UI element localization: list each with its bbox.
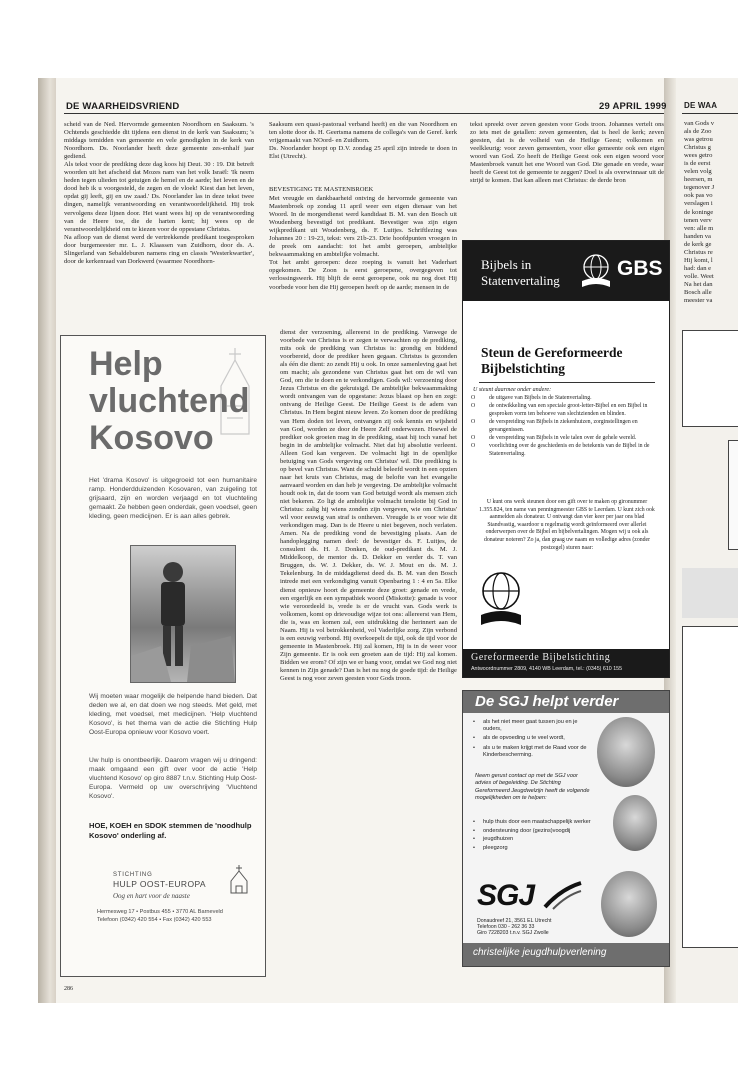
org-name: HULP OOST-EUROPA: [113, 879, 206, 889]
text-line: handen va: [684, 232, 711, 240]
text-line: verslagen i: [684, 200, 713, 208]
article-mastenbroek-intro: [269, 195, 457, 330]
gbs-banner-line: Statenvertaling: [481, 273, 560, 288]
header-rule: [64, 113, 664, 114]
bullet-icon: •: [473, 845, 475, 852]
org-label: STICHTING: [113, 872, 153, 878]
globe-bible-large-icon: [477, 569, 525, 631]
bullet-icon: •: [473, 819, 475, 825]
text-line: is de eerst: [684, 160, 711, 168]
bullet-icon: O: [471, 443, 476, 450]
text-line: wees getro: [684, 152, 713, 160]
kosovo-body-2: Uw hulp is onontbeerlijk. Daarom vragen wij u dringend: maak omgaand een gift over voor de actie 'Help vluchtend Kosovo' op giro 8887 t.n.v. Stichting Hulp Oost-Europa. Vermeld op uw overschrijving 'Vluchtend Kosovo'.: [89, 757, 257, 800]
list-item-text: de verspreiding van Bijbels in ziekenhuizen, zorginstellingen en gevangenissen.: [489, 419, 638, 433]
refugee-boy-photo: [130, 545, 236, 683]
kosovo-intro: Het 'drama Kosovo' is uitgegroeid tot een humanitaire ramp. Honderdduizenden Kosovaren, van zuigeling tot grijsaard, zijn en worden verjaagd en tot vluchteling gemaakt. Ze hebben geen onderdak, geen voedsel, geen kleding, geen medicijnen. Er is aan alles gebrek.: [89, 477, 257, 520]
list-item-text: als het niet meer gaat tussen jou en je ouders,: [483, 719, 578, 733]
text-line: ook pas vo: [684, 192, 713, 200]
sgj-situation-list: [473, 719, 593, 761]
gbs-title: [481, 345, 622, 377]
facing-page-header: DE WAA: [684, 101, 718, 110]
paragraph: dienst der verzoening, allereerst in de prediking. Vanwege de voorbede van Christus is er zegen te verwachten op de prediking, mits ook de prediking van Christus is: grondig en biddend voorbereid, door de prediker heen gegaan. Christus is gezonden als één die dient: zo zendt Hij u ook. In onze samenleving gaat het om macht; als gezondene van Christus gaat het om de wil van God, om die te doen en te verkondigen. Gods wil: verzoening door Jezus Christus en die gekruisigd. De ambtelijke bekwaammaking wordt ontvangen van de opgestane: Jezus blaast op hen en zegt: ontvang de Heilige Geest. De Heilige Geest is de adem van Christus. In Hem begint nieuw leven. Zo komen door de prediking van Hem doden tot leven, ontvangen zij ook kennis en wijsheid van God, worden ze door de Heere Zelf onderwezen. Hoewel de prediker ook groeien mag in de prediking, staat hij toch vanaf het begin in de ambtelijke volmacht. Niet dat hij absolutie verleent. Alleen God kan vergeven. De volmacht ligt in de openlijke betuiging van Gods vergeving om Christus' wil. Die prediking is op bevel van Christus. Want de schuld beleefd wordt in een opzien naar het kruis van Christus, mag de belofte van het evangelie aanvaard worden en dan heb je vergeving. De ambtelijke volmacht houdt ook in, dat de toorn van God betuigd wordt als mensen zich niet bekeren. Zo ligt de ambtelijke volmacht tenslotte bij God in Christus: zalig hij wiens zonden zijn vergeven, wie om Christus' wil voor eeuwig van straf is ontheven. Vreugde is er voor wie dit verkondigen mag. Dan is de Heere u niet begeven, noch verlaten. Amen. Na de prediking vond de bevestiging plaats. Aan de handoplegging namen deel: de bevestiger ds. F. Luitjes, de consulent ds. H. J. Donken, de oud-predikant ds. M. J. Middelkoop, de mentor ds. D. Dekker en verder ds. T. van Bruggen, ds. W. J. Dekker, ds. W. J. Mout en ds. M. J. Tekelenburg. In de middagdienst deed ds. B. M. van den Bosch intrede met een verkondiging vanuit Openbaring 1 : 4 en 5a. Elke dienst opnieuw hoort de gemeente deze groet: genade en vrede, een ergerlijk en een sympathiek woord (Miskotte): genade is voor wie veroordeeld is, vrede is er de vrucht van. Gods werk is volkomen, komt op drievoudige wijze tot ons: allereerst van Hem, die is, was en komen zal, een uitdrukking die herinnert aan de Naam. Hij is vol betrokkenheid, vol Vaderlijke zorg. Zijn verbond is een eeuwig verbond. Hij overkoepelt de tijd, ook de tijd voor de gemeente in Mastenbroek. Hij zal komen, Hij is in de weer voor Zijn gemeente. Er is ook een groeten aan de tijd: Hij zal komen. Bidden we erom? Of zijn we er bang voor, omdat we God nog niet kennen in Zijn genade? Dan is het nu nog de goede tijd: de Heilige Geest is nog voor zeven geesten voor Gods troon.: [280, 329, 457, 683]
list-item: [473, 819, 591, 826]
facing-page: [676, 78, 738, 1003]
book-spine: [38, 78, 58, 1003]
list-item-text: als u te maken krijgt met de Raad voor de Kinderbescherming.: [483, 744, 587, 758]
list-item-text: de ontwikkeling van een speciale groot-letter-Bijbel en een Bijbel in gesproken vorm ten behoeve van slechtzienden en blinden.: [489, 403, 648, 417]
sgj-giro: Giro 7228203 t.n.v. SGJ Zwolle: [477, 930, 549, 936]
list-item: [473, 836, 591, 843]
gbs-footer-address: Antwoordnummer 2809, 4140 WB Leerdam, tel.: (0345) 610 155: [471, 666, 623, 672]
text-line: volle. Weet: [684, 272, 714, 280]
bullet-icon: •: [473, 827, 475, 834]
paragraph: Als tekst voor de prediking deze dag koos hij Deut. 30 : 19. Dit betreft woorden uit het afscheid dat Mozes nam van het volk Israël: 'Ik neem heden tegen ulieden tot getuigen de hemel en de aarde; het leven en de dood heb ik u voorgesteld, de zegen en de vloek! Kiest dan het leven, opdat gij leeft, gij en uw zaad.' Ds. Noorlander las in deze tekst twee dingen, namelijk verantwoording en verantwoordelijkheid. Hij trok vervolgens deze lijnen door. Het want wees hij op de verantwoording van de Heere toe, die de harten kent; hij wees op de verantwoordelijkheid om te kiezen voor de oppestane Christus.: [64, 161, 254, 233]
list-item-text: ondersteuning door (gezins)voogdij: [483, 827, 571, 834]
bullet-icon: O: [471, 395, 476, 401]
sgj-title: De SGJ helpt verder: [475, 693, 619, 710]
org-address: Hermesweg 17 • Postbus 455 • 3770 AL Barneveld: [97, 909, 223, 915]
text-line: Bosch alle: [684, 288, 712, 296]
text-line: Na het dan: [684, 280, 713, 288]
list-item: [471, 443, 661, 458]
facing-page-ad: [728, 440, 738, 550]
text-line: Hij komt, l: [684, 256, 713, 264]
article-farewell-noorlander: [64, 121, 254, 331]
article-heading-mastenbroek: BEVESTIGING TE MASTENBROEK: [269, 186, 374, 193]
paragraph: Na afloop van de dienst werd de vertrekkende predikant toegesproken door burgemeester mr. L. J. Klaassen van Zuidhorn, door ds. A. Slingerland van Sebaldeburen namens ring en classis 'Westerkwartier', door de kerkenraad van Dorkwerd (waarmee Noordhorn-: [64, 233, 254, 265]
gbs-support-text: U kunt ons werk steunen door een gift over te maken op gironummer 1.355.824, ten name van penningmeester GBS te Leerdam. U kunt zich ook aanmelden als donateur. U ontvangt dan vier keer per jaar ons blad Standvastig, waardoor u regelmatig wordt geïnformeerd over allerlei onderwerpen over de Bijbel en bijbelvertalingen. Mogen wij u ook als donateur noteren? Zo ja, dan graag uw naam en volledige adres (zonder postzegel) sturen naar:: [479, 499, 655, 551]
text-line: tegenover J: [684, 184, 715, 192]
kosovo-headline: [89, 346, 250, 457]
facing-header-rule: [682, 113, 738, 114]
article-mastenbroek-body: [280, 329, 457, 972]
facing-page-text: [684, 120, 714, 305]
headline-line: vluchtend: [89, 382, 250, 420]
publication-title: DE WAARHEIDSVRIEND: [66, 101, 180, 112]
article-farewell-continued: [269, 121, 457, 185]
list-item: [471, 395, 661, 402]
page-number: 286: [64, 986, 73, 992]
text-line: heersen, m: [684, 176, 713, 184]
bullet-icon: •: [473, 735, 475, 742]
paragraph: scheid van de Ned. Hervormde gemeenten Noordhorn en Saaksum. 's Ochtends geschiedde dit tijdens een dienst in de kerk van Saaksum; 's middags temidden van gemeente en vele genodigden in de kerk van Noordhorn. Ds. Noorlander heeft deze gemeente zes-enhalf jaar gediend.: [64, 121, 254, 161]
list-item: [471, 419, 661, 434]
gbs-logo: GBS: [617, 257, 663, 280]
headline-line: Help: [89, 345, 163, 383]
kosovo-slogan: HOE, KOEH en SDOK stemmen de 'noodhulp Kosovo' onderling af.: [89, 821, 252, 840]
list-item-text: hulp thuis door een maatschappelijk werker: [483, 819, 591, 825]
church-logo-icon: [225, 864, 253, 894]
gbs-advertisement: [462, 240, 670, 678]
sgj-logo-swoosh-icon: [543, 881, 583, 911]
text-line: de koninge: [684, 208, 714, 216]
gbs-bullet-list: [471, 395, 661, 459]
bullet-icon: •: [473, 744, 475, 751]
sgj-phone: Telefoon 030 - 262 36 33: [477, 924, 535, 930]
bullet-icon: O: [471, 403, 476, 410]
list-item-text: de verspreiding van Bijbels in vele talen over de gehele wereld.: [489, 435, 637, 442]
list-item: [471, 403, 661, 418]
sgj-footer: christelijke jeugdhulpverlening: [473, 947, 607, 958]
bullet-icon: O: [471, 419, 476, 426]
text-line: Christus re: [684, 248, 713, 256]
sgj-intro: Neem gerust contact op met de SGJ voor advies of begeleiding. De Stichting Gereformeerd Jeugdwelzijn heeft de volgende mogelijkheden om te helpen:: [475, 773, 590, 802]
facing-page-box: [682, 330, 738, 427]
bullet-icon: •: [473, 719, 475, 725]
list-item: [473, 745, 593, 759]
org-tagline: Oog en hart voor de naaste: [113, 892, 190, 900]
gbs-footer-name: Gereformeerde Bijbelstichting: [471, 652, 611, 663]
refugee-boy-figure: [131, 546, 235, 682]
bullet-icon: O: [471, 435, 476, 442]
youth-photo: [597, 717, 655, 787]
article-mastenbroek-continued: [470, 121, 664, 233]
list-item: [473, 828, 591, 835]
sgj-logo: SGJ: [477, 879, 535, 912]
man-photo: [601, 871, 657, 937]
text-line: Christus g: [684, 144, 711, 152]
text-line: als de Zoo: [684, 128, 712, 136]
text-line: had: dan e: [684, 264, 712, 272]
gbs-title-line: Bijbelstichting: [481, 361, 566, 376]
paragraph: Met vreugde en dankbaarheid ontving de hervormde gemeente van Mastenbroek op zondag 11 april weer een eigen dienaar van het Woord. In de morgendienst werd kandidaat B. M. van den Bosch uit Woudenberg bevestigd tot predikant. Bevestiger was zijn eigen wijkpredikant uit Woudenberg, ds. F. Luitjes. Schriftlezing was Johannes 20 : 19-23, tekst: vers 21b-23. Drie hoofdpunten vroegen in de preek om aandacht: tot het ambt geroepen, ambtelijke bekwaammaking en ambtelijke volmacht.: [269, 195, 457, 259]
list-item: [473, 735, 593, 742]
gbs-title-line: Steun de Gereformeerde: [481, 345, 623, 360]
gbs-footer: [463, 649, 669, 677]
text-line: meester va: [684, 297, 713, 305]
sgj-address: Donaudreef 21, 3561 EL Utrecht: [477, 918, 552, 924]
facing-page-graphic: [682, 568, 738, 618]
list-item: [471, 435, 661, 442]
list-item-text: de uitgave van Bijbels in de Statenvertaling.: [489, 395, 592, 401]
paragraph: Saaksum een quasi-pastoraal verband heeft) en die van Noordhorn en ten slotte door ds. H. Geertsma namens de collega's van de Geref. kerk vrijgemaakt van NOord- en Zuidhorn.: [269, 121, 457, 145]
text-line: velen volg: [684, 168, 712, 176]
text-line: ven: alle m: [684, 224, 714, 232]
kosovo-body-1: Wij moeten waar mogelijk de helpende hand bieden. Dat deden we al, en dat doen we nog steeds. Met geld, met kleding, met voedsel, met medicijnen. 'Help vluchtend Kosovo', is het thema van de actie die Stichting Hulp Oost-Europa opnieuw voor Kosovo voert.: [89, 693, 257, 736]
gbs-lead: U steunt daarmee onder andere:: [473, 387, 552, 393]
text-line: de kerk ge: [684, 240, 712, 248]
paragraph: tekst spreekt over zeven geesten voor Gods troon. Johannes vertelt ons zo iets met de getallen: zeven gemeenten, dat is heel de kerk; zeven geesten, dat is de volheid van de Heilige Geest; volkomen en veelkleurig: voor zeven gemeenten, voor elke gemeente ook een eigen woord van God. Zo heeft de Heilige Geest ook een eigen woord voor Mastenbroek vanuit het ene Woord van God. Die genade en vrede, waar heeft de Geest tot de gemeente te zeggen? Doel is als overwinnaar uit de strijd te komen. Dat kan alleen met Christus: de derde bron: [470, 121, 664, 185]
gbs-banner-text: [481, 257, 560, 289]
paragraph: Tot het ambt geroepen: deze roeping is vanuit het Vaderhart opgekomen. De Zoon is eerst geroepene, overgegeven tot verlossingswerk. Hij blijft de eerst geroepene, ook nu nog doet Hij voorbede voor hen die Hij geroepen heeft op de aarde; mensen in de: [269, 259, 457, 291]
gbs-rule: [479, 382, 655, 383]
facing-page-column: [682, 626, 738, 948]
text-line: tenen verv: [684, 216, 712, 224]
org-phone: Telefoon (0342) 420 554 • Fax (0342) 420 553: [97, 917, 212, 923]
paragraph: Ds. Noorlander hoopt op D.V. zondag 25 april zijn intrede te doen in Elst (Utrecht).: [269, 145, 457, 161]
list-item-text: voorlichting over de geschiedenis en de betekenis van de Bijbel in de Statenvertaling.: [489, 443, 650, 457]
issue-date: 29 APRIL 1999: [599, 101, 667, 112]
list-item-text: jeugdhuizen: [483, 836, 514, 843]
headline-line: Kosovo: [89, 419, 214, 457]
sgj-advertisement: [462, 690, 670, 967]
gbs-banner-line: Bijbels in: [481, 257, 532, 272]
bullet-icon: •: [473, 836, 475, 843]
list-item-text: pleegzorg: [483, 845, 508, 852]
text-line: van Gods v: [684, 120, 715, 127]
globe-bible-icon: [577, 251, 615, 291]
list-item-text: als de opvoeding u te veel wordt,: [483, 735, 565, 742]
text-line: was getrou: [684, 136, 713, 144]
list-item: [473, 845, 591, 852]
list-item: [473, 719, 593, 733]
sgj-services-list: [473, 819, 591, 854]
child-photo: [613, 795, 657, 851]
